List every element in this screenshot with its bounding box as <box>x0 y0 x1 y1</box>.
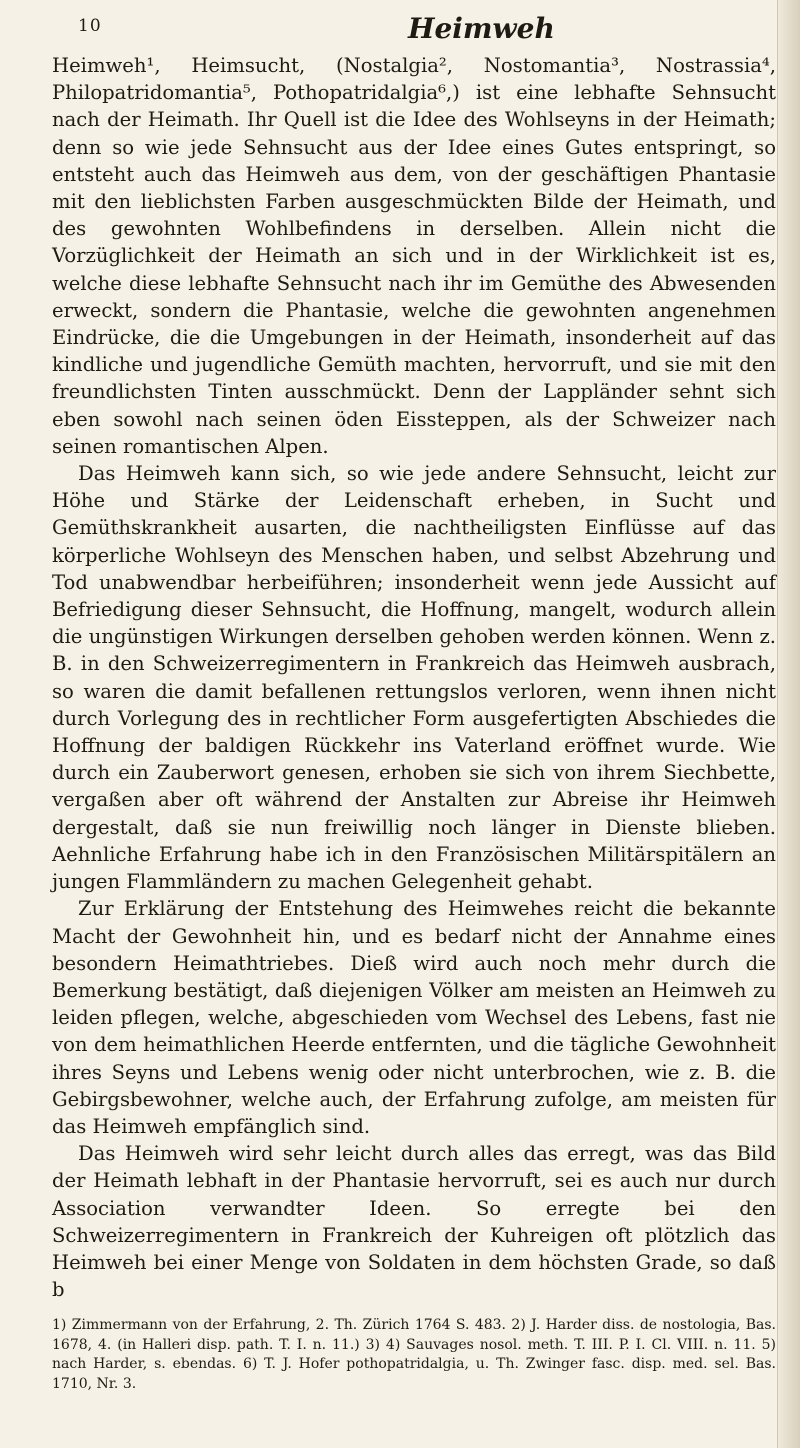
entry-paragraph-3: Zur Erklärung der Entstehung des Heimwehes reicht die bekannte Macht der Gewohnheit hin, und es bedarf nicht der Annahme eines besondern Heimathtriebes. Dieß wird auch noch mehr durch die Bemerkung bestätigt, daß diejenigen Völker am meisten an Heimweh zu leiden pflegen, welche, abgeschieden vom Wechsel des Lebens, fast nie von dem heimathlichen Heerde entfernten, und die tägliche Gewohnheit ihres Seyns und Lebens wenig oder nicht unterbrochen, wie z. B. die Gebirgsbewohner, welche auch, der Erfahrung zufolge, am meisten für das Heimweh empfänglich sind. <box>52 897 776 1138</box>
footnotes-text: 1) Zimmermann von der Erfahrung, 2. Th. Zürich 1764 S. 483. 2) J. Harder diss. de nostologia, Bas. 1678, 4. (in Halleri disp. path. T. I. n. 11.) 3) 4) Sauvages nosol. meth. T. III. P. I. Cl. VIII. n. 11. 5) nach Harder, s. ebendas. 6) T. J. Hofer pothopatridalgia, u. Th. Zwinger fasc. disp. med. sel. Bas. 1710, Nr. 3. <box>52 1317 776 1392</box>
running-head: Heimweh <box>408 12 555 45</box>
page-number: 10 <box>78 16 102 36</box>
entry-paragraph-1: Heimweh¹, Heimsucht, (Nostalgia², Nostomantia³, Nostrassia⁴, Philopatridomantia⁵, Pothopatridalgia⁶,) ist eine lebhafte Sehnsucht nach der Heimath. Ihr Quell ist die Idee des Wohlseyns in der Heimath; denn so wie jede Sehnsucht aus der Idee eines Gutes entspringt, so entsteht auch das Heimweh aus dem, von der geschäftigen Phantasie mit den lieblichsten Farben ausgeschmückten Bilde der Heimath, und des gewohnten Wohlbefindens in derselben. Allein nicht die Vorzüglichkeit der Heimath an sich und in der Wirklichkeit ist es, welche diese lebhafte Sehnsucht nach ihr im Gemüthe des Abwesenden erweckt, sondern die Phantasie, welche die gewohnten angenehmen Eindrücke, die die Umgebungen in der Heimath, insonderheit auf das kindliche und jugendliche Gemüth machten, hervorruft, und sie mit den freundlichsten Tinten ausschmückt. Denn der Lappländer sehnt sich eben sowohl nach seinen öden Eissteppen, als der Schweizer nach seinen romantischen Alpen. <box>52 54 776 458</box>
page-binding-edge <box>777 0 800 1448</box>
entry-paragraph-2: Das Heimweh kann sich, so wie jede andere Sehnsucht, leicht zur Höhe und Stärke der Leidenschaft erheben, in Sucht und Gemüthskrankheit ausarten, die nachtheiligsten Einflüsse auf das körperliche Wohlseyn des Menschen haben, und selbst Abzehrung und Tod unabwendbar herbeiführen; insonderheit wenn jede Aussicht auf Befriedigung dieser Sehnsucht, die Hoffnung, mangelt, wodurch allein die ungünstigen Wirkungen derselben gehoben werden können. Wenn z. B. in den Schweizerregimentern in Frankreich das Heimweh ausbrach, so waren die damit befallenen rettungslos verloren, wenn ihnen nicht durch Vorlegung des in rechtlicher Form ausgefertigten Abschiedes die Hoffnung der baldigen Rückkehr ins Vaterland eröffnet wurde. Wie durch ein Zauberwort genesen, erhoben sie sich von ihrem Siechbette, vergaßen aber oft während der Anstalten zur Abreise ihr Heimweh dergestalt, daß sie nun freiwillig noch länger in Dienste blieben. Aehnliche Erfahrung habe ich in den Französischen Militärspitälern an jungen Flammländern zu machen Gelegenheit gehabt. <box>52 462 776 894</box>
entry-body <box>52 52 776 1303</box>
page-header <box>78 12 778 50</box>
footnotes <box>52 1316 776 1394</box>
entry-paragraph-4: Das Heimweh wird sehr leicht durch alles das erregt, was das Bild der Heimath lebhaft in der Phantasie hervorruft, sei es auch nur durch Association verwandter Ideen. So erregte bei den Schweizerregimentern in Frankreich der Kuhreigen oft plötzlich das Heimweh bei einer Menge von Soldaten in dem höchsten Grade, so daß b <box>52 1142 776 1302</box>
